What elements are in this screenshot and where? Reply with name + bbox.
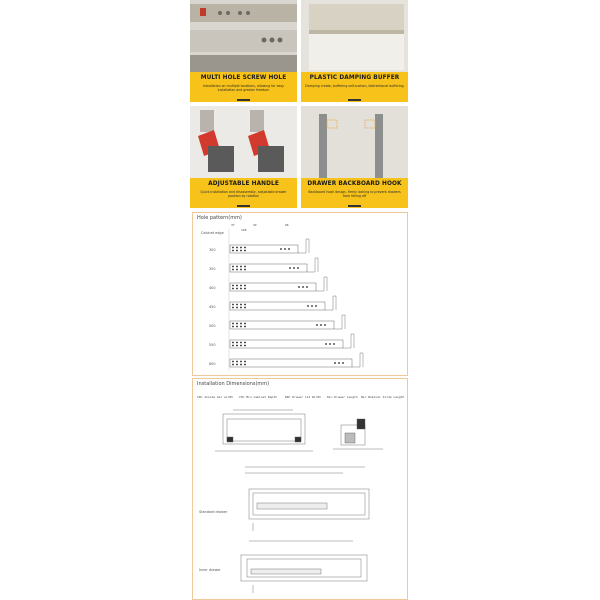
screw-hole — [236, 266, 238, 268]
screw-hole — [298, 286, 300, 288]
handle-photo — [190, 106, 297, 178]
feature-title: DRAWER BACKBOARD HOOK — [307, 181, 402, 187]
screw-hole — [232, 361, 234, 363]
screw-hole — [232, 345, 234, 347]
feature-banner — [190, 178, 297, 208]
panel-title: Hole pattern(mm) — [197, 215, 242, 221]
feature-banner — [301, 72, 408, 102]
dim-label: 96 — [285, 223, 289, 227]
feature-card-backboard-hook — [301, 106, 408, 208]
slide-row — [209, 258, 318, 272]
screw-hole — [232, 342, 234, 344]
side-profile-drawing — [333, 419, 383, 449]
inner-drawer-drawing — [241, 541, 367, 593]
screw-hole — [342, 362, 344, 364]
slide-length-label: 350 — [209, 267, 216, 271]
screw-hole — [306, 286, 308, 288]
slide-length-label: 600 — [209, 362, 216, 366]
feature-banner — [190, 72, 297, 102]
screw-hole — [240, 323, 242, 325]
divider — [237, 99, 250, 101]
slide-rail — [230, 321, 334, 329]
standard-drawer-drawing — [245, 467, 369, 531]
feature-description: Installation on multiple locations, allowing for easy installation and greater freedom — [202, 84, 285, 92]
screw-hole-photo — [190, 0, 297, 72]
screw-hole — [232, 269, 234, 271]
screw-hole — [244, 304, 246, 306]
feature-title: MULTI HOLE SCREW HOLE — [200, 75, 287, 81]
screw-hole — [244, 323, 246, 325]
screw-hole — [333, 343, 335, 345]
feature-description: Quick installation and disassembly, adjustable drawer position by rotation — [200, 190, 287, 198]
screw-hole — [325, 343, 327, 345]
cabinet-edge-label: Cabinet edge — [201, 231, 224, 235]
divider — [237, 205, 250, 207]
slide-row — [209, 239, 309, 253]
screw-hole — [240, 266, 242, 268]
screw-hole — [232, 250, 234, 252]
feature-title: PLASTIC DAMPING BUFFER — [309, 75, 400, 81]
screw-hole — [244, 266, 246, 268]
slide-length-label: 550 — [209, 343, 216, 347]
slide-bracket — [325, 296, 336, 310]
screw-hole — [280, 248, 282, 250]
feature-banner — [301, 178, 408, 208]
slide-rail — [230, 359, 352, 367]
divider — [348, 205, 361, 207]
screw-hole — [334, 362, 336, 364]
slide-rail — [230, 245, 298, 253]
screw-hole — [240, 326, 242, 328]
feature-card-damping-buffer — [301, 0, 408, 102]
screw-hole — [288, 248, 290, 250]
screw-hole — [232, 326, 234, 328]
slide-length-label: 300 — [209, 248, 216, 252]
feature-card-adjustable-handle — [190, 106, 297, 208]
hole-pattern-panel — [192, 212, 408, 376]
screw-hole — [236, 345, 238, 347]
installation-panel — [192, 378, 408, 600]
screw-hole — [293, 267, 295, 269]
slide-length-label: 500 — [209, 324, 216, 328]
dim-label: 128 — [241, 228, 247, 232]
slide-row — [209, 353, 363, 367]
screw-hole — [236, 361, 238, 363]
screw-hole — [244, 364, 246, 366]
legend-dl: DL= Drawer Length — [327, 395, 358, 399]
screw-hole — [284, 248, 286, 250]
hook-photo — [301, 106, 408, 178]
slide-row — [209, 334, 354, 348]
slide-bracket — [352, 353, 363, 367]
slide-bracket — [307, 258, 318, 272]
installation-diagram — [193, 379, 407, 599]
screw-hole — [236, 250, 238, 252]
screw-hole — [244, 361, 246, 363]
screw-hole — [244, 307, 246, 309]
screw-hole — [315, 305, 317, 307]
legend-ch: CH= Min Cabinet Depth — [239, 395, 277, 399]
screw-hole — [232, 247, 234, 249]
slide-bracket — [334, 315, 345, 329]
screw-hole — [240, 247, 242, 249]
screw-hole — [232, 304, 234, 306]
slide-bracket — [343, 334, 354, 348]
legend-nl: NL= Nominal Slide Length — [361, 395, 405, 399]
screw-hole — [236, 304, 238, 306]
slide-rows — [209, 239, 363, 367]
product-detail-column — [190, 0, 408, 600]
screw-hole — [232, 307, 234, 309]
screw-hole — [240, 285, 242, 287]
slide-row — [209, 296, 336, 310]
screw-hole — [324, 324, 326, 326]
screw-hole — [236, 342, 238, 344]
screw-hole — [244, 247, 246, 249]
screw-hole — [240, 342, 242, 344]
screw-hole — [232, 266, 234, 268]
inner-drawer-label: Inner drawer — [199, 568, 221, 572]
screw-hole — [244, 250, 246, 252]
feature-title: ADJUSTABLE HANDLE — [208, 181, 279, 187]
feature-card-screw-hole — [190, 0, 297, 102]
screw-hole — [240, 288, 242, 290]
screw-hole — [240, 361, 242, 363]
hole-pattern-diagram — [193, 213, 407, 375]
screw-hole — [236, 288, 238, 290]
slide-length-label: 450 — [209, 305, 216, 309]
screw-hole — [311, 305, 313, 307]
slide-bracket — [298, 239, 309, 253]
screw-hole — [232, 288, 234, 290]
feature-description: Backboard hook design, firmly locking to prevent drawers from falling off — [308, 190, 401, 198]
screw-hole — [244, 285, 246, 287]
screw-hole — [240, 304, 242, 306]
screw-hole — [232, 364, 234, 366]
screw-hole — [236, 285, 238, 287]
screw-hole — [244, 269, 246, 271]
divider — [348, 99, 361, 101]
screw-hole — [302, 286, 304, 288]
screw-hole — [289, 267, 291, 269]
screw-hole — [236, 364, 238, 366]
screw-hole — [338, 362, 340, 364]
screw-hole — [236, 326, 238, 328]
slide-rail — [230, 264, 307, 272]
screw-hole — [236, 247, 238, 249]
slide-row — [209, 315, 345, 329]
screw-hole — [244, 345, 246, 347]
dim-label: 37 — [231, 223, 235, 227]
slide-row — [209, 277, 327, 291]
screw-hole — [244, 326, 246, 328]
slide-length-label: 400 — [209, 286, 216, 290]
legend-dn: DN= Drawer lat Width — [285, 395, 322, 399]
screw-hole — [232, 285, 234, 287]
screw-hole — [329, 343, 331, 345]
screw-hole — [316, 324, 318, 326]
standard-drawer-label: Standard drawer — [199, 510, 228, 514]
panel-title: Installation Dimensions(mm) — [197, 381, 270, 387]
slide-rail — [230, 302, 325, 310]
screw-hole — [232, 323, 234, 325]
screw-hole — [244, 288, 246, 290]
feature-description: Damping create, buffering self-suction, bidirectional buffering — [305, 84, 404, 88]
screw-hole — [320, 324, 322, 326]
screw-hole — [307, 305, 309, 307]
screw-hole — [236, 307, 238, 309]
front-section-drawing — [215, 410, 313, 451]
screw-hole — [297, 267, 299, 269]
screw-hole — [240, 269, 242, 271]
dim-label: 32 — [253, 223, 257, 227]
screw-hole — [236, 323, 238, 325]
screw-hole — [240, 345, 242, 347]
slide-bracket — [316, 277, 327, 291]
screw-hole — [236, 269, 238, 271]
screw-hole — [244, 342, 246, 344]
damper-photo — [301, 0, 408, 72]
legend-cn: CN= Inside bar width — [197, 395, 234, 399]
screw-hole — [240, 250, 242, 252]
screw-hole — [240, 364, 242, 366]
screw-hole — [240, 307, 242, 309]
